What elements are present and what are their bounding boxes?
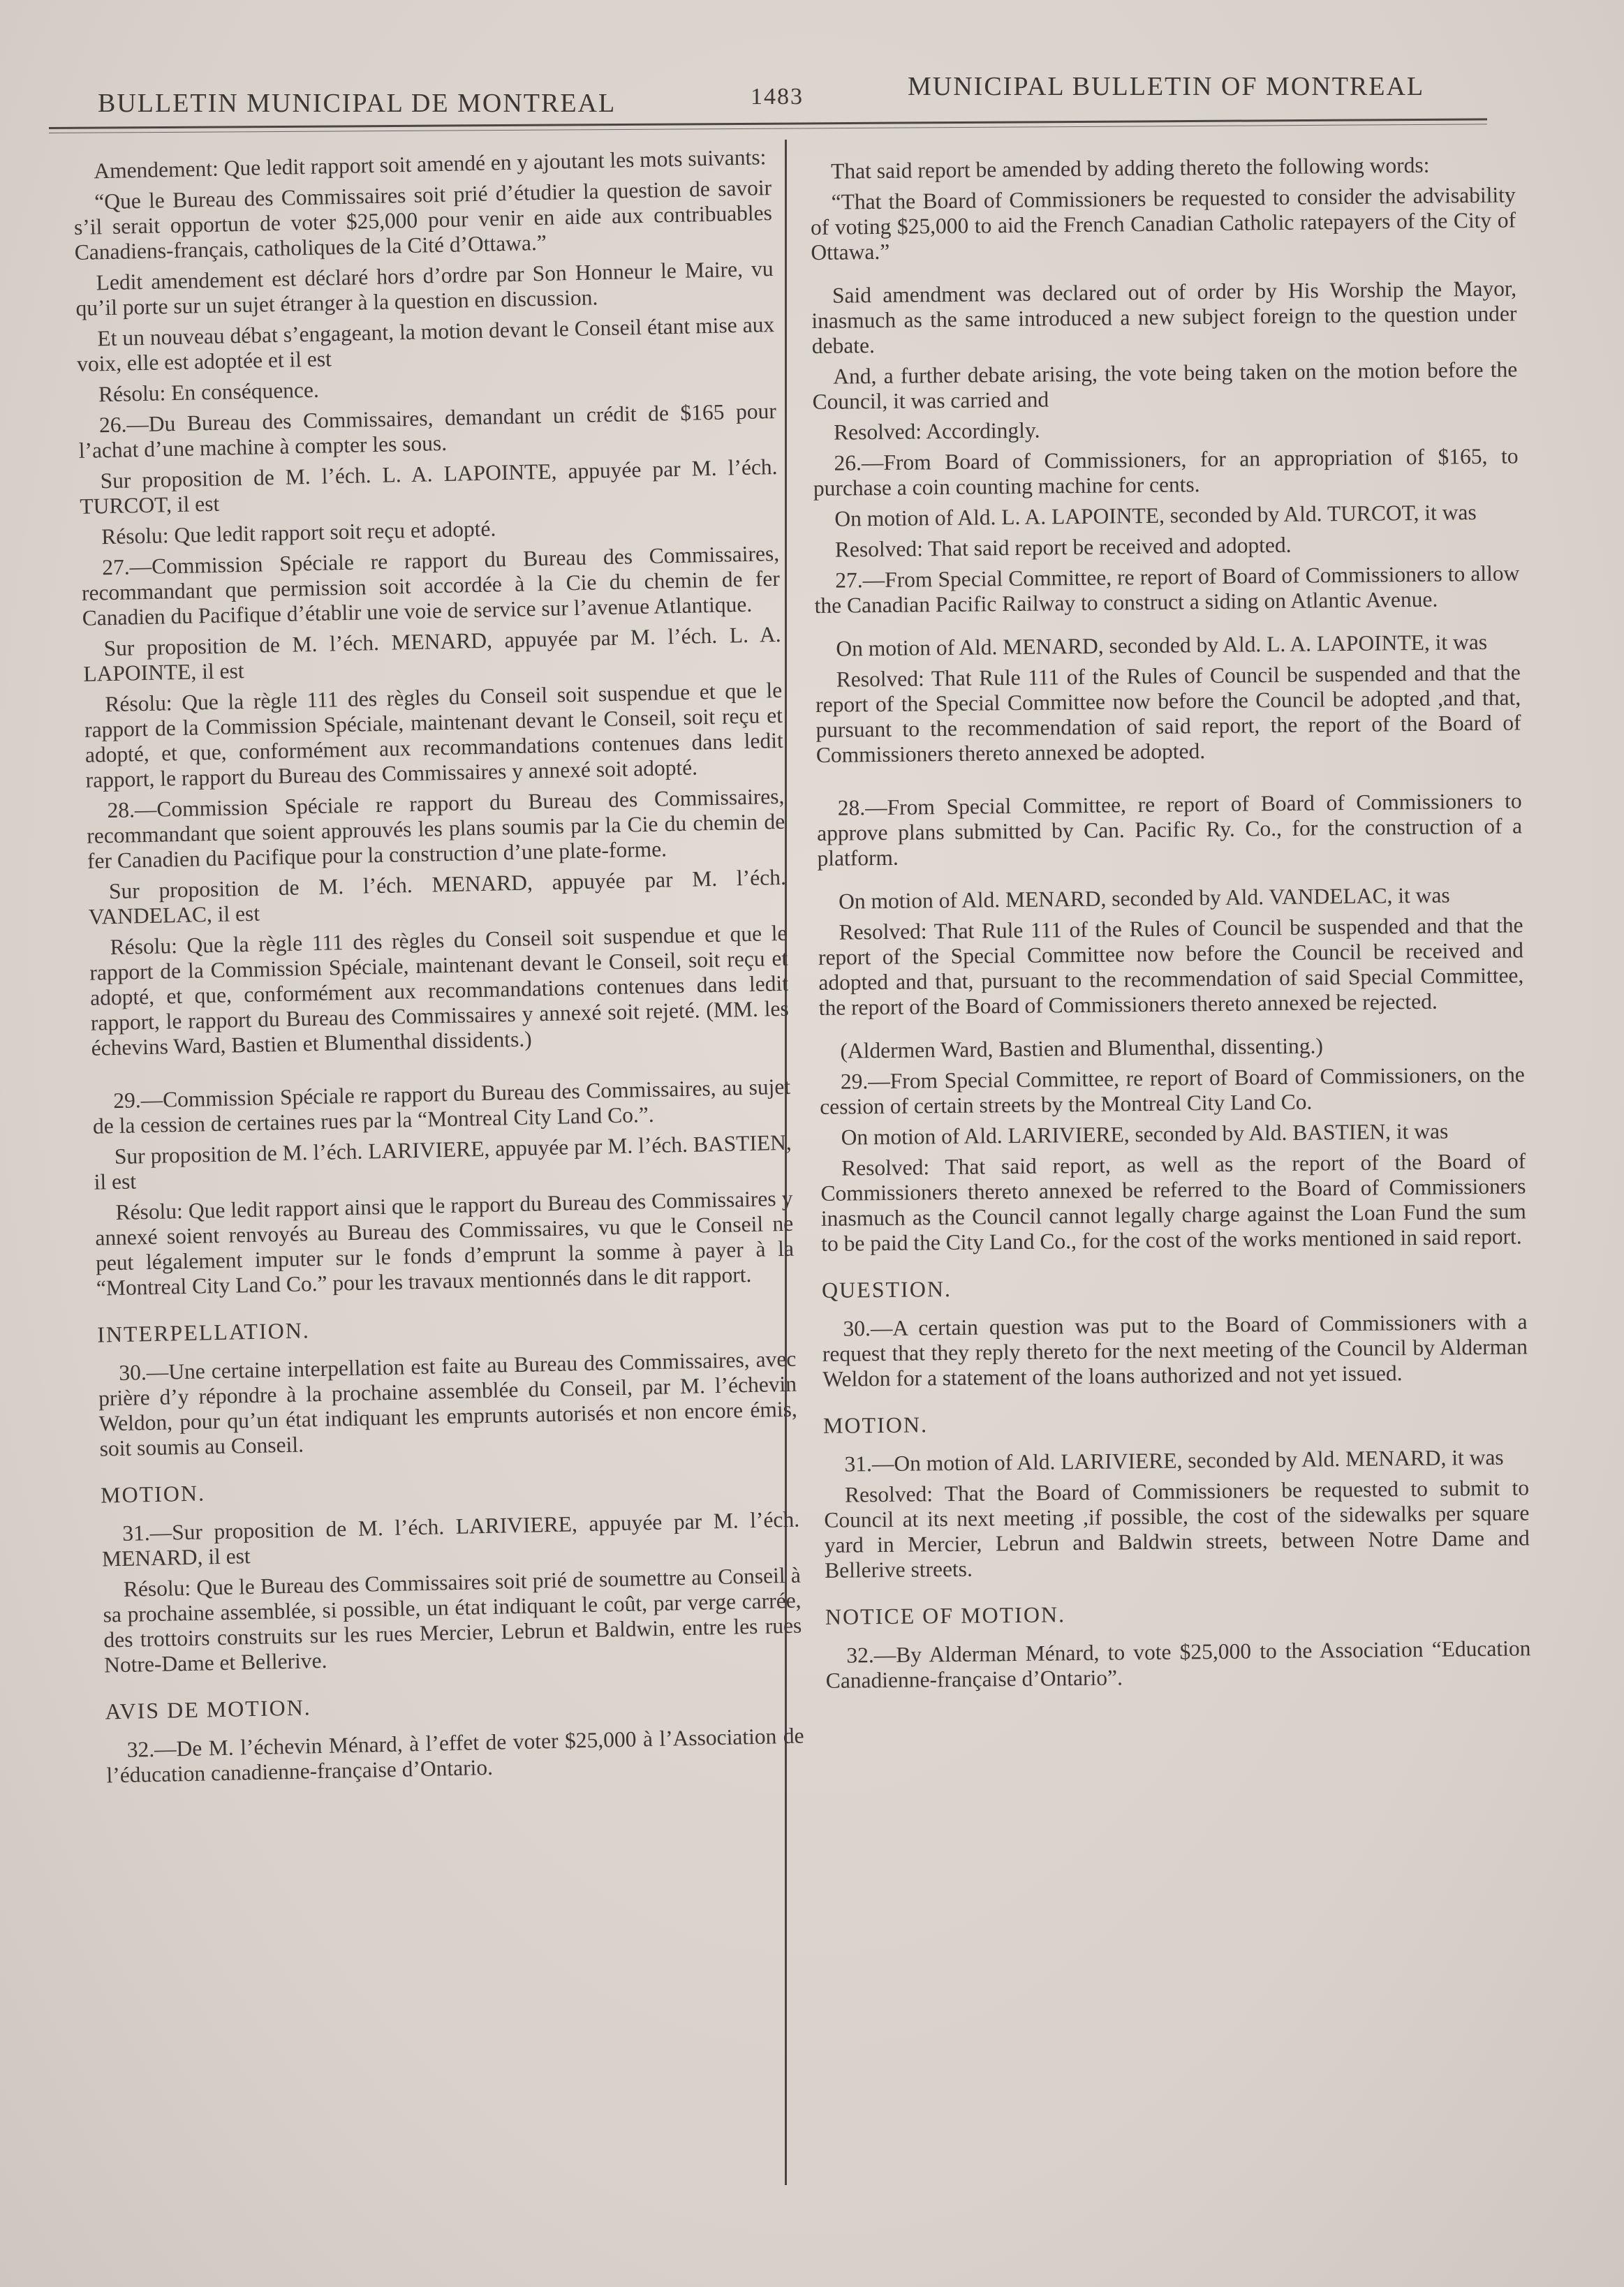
paragraph: 28.—From Special Committee, re report of Board of Commissioners to approve plans submitted by Can. Pacific Ry. Co., for the construction of a platform. [816,788,1523,871]
paragraph: On motion of Ald. L. A. LAPOINTE, seconded by Ald. TURCOT, it was [834,500,1477,531]
section-heading: INTERPELLATION. [96,1317,311,1347]
paragraph: Sur proposition de M. l’éch. MENARD, appuyée par M. l’éch. VANDELAC, il est [88,864,787,929]
section-heading: AVIS DE MOTION. [105,1694,312,1724]
paragraph: Résolu: Que ledit rapport soit reçu et adopté. [101,516,496,549]
section-heading: NOTICE OF MOTION. [825,1601,1066,1629]
paragraph: 30.—Une certaine interpellation est faite au Bureau des Commissaires, avec prière d’y répondre à la prochaine assemblée du Conseil, par M. l’échevin Weldon, pour qu’un état indiquant les emprunts autorisés et non encore émis, soit soumis au Conseil. [98,1346,798,1461]
paragraph: And, a further debate arising, the vote being taken on the motion before the Council, it was carried and [812,357,1518,414]
paragraph: 32.—De M. l’échevin Ménard, à l’effet de voter $25,000 à l’Association de l’éducation canadienne-française d’Ontario. [106,1723,804,1788]
paragraph: Resolved: That said report be received and adopted. [834,532,1292,562]
paragraph: Sur proposition de M. l’éch. L. A. LAPOINTE, appuyée par M. l’éch. TURCOT, il est [80,454,778,519]
paragraph: Ledit amendement est déclaré hors d’ordre par Son Honneur le Maire, vu qu’il porte sur un sujet étranger à la question en discussion. [75,256,774,320]
paragraph: Resolved: Accordingly. [833,417,1040,445]
header-title-english: MUNICIPAL BULLETIN OF MONTREAL [908,72,1425,101]
paragraph: Résolu: Que la règle 111 des règles du Conseil soit suspendue et que le rapport de la Commission Spéciale, maintenant devant le Conseil, soit reçu et adopté, et que, conformément aux recommandations contenues dans ledit rapport, le rapport du Bureau des Commissaires y annexé soit adopté. [84,677,784,792]
section-heading: MOTION. [822,1412,929,1438]
paragraph: (Aldermen Ward, Bastien and Blumenthal, dissenting.) [840,1033,1324,1063]
paragraph: On motion of Ald. MENARD, seconded by Ald. L. A. LAPOINTE, it was [836,629,1488,661]
paragraph: On motion of Ald. MENARD, seconded by Ald. VANDELAC, it was [838,882,1450,914]
header-title-french: BULLETIN MUNICIPAL DE MONTREAL [98,89,617,118]
page-header [56,64,1494,120]
paragraph: 26.—From Board of Commissioners, for an appropriation of $165, to purchase a coin counting machine for cents. [813,443,1519,501]
paragraph: Amendement: Que ledit rapport soit amendé en y ajoutant les mots suivants: [93,145,767,184]
paragraph: Résolu: Que ledit rapport ainsi que le rapport du Bureau des Commissaires y annexé soient renvoyés au Bureau des Commissaires, vu que le Conseil ne peut légalement imputer sur le fonds d’emprunt la somme à payer à la “Montreal City Land Co.” pour les travaux mentionnés dans le dit rapport. [95,1185,795,1301]
paragraph: On motion of Ald. LARIVIERE, seconded by Ald. BASTIEN, it was [841,1118,1449,1150]
section-heading: MOTION. [100,1480,206,1508]
paragraph: 27.—From Special Committee, re report of Board of Commissioners to allow the Canadian Pacific Railway to construct a siding on Atlantic Avenue. [814,561,1520,618]
paragraph: Résolu: Que la règle 111 des règles du Conseil soit suspendue et que le rapport de la Commission Spéciale, maintenant devant le Conseil, soit reçu et adopté, et que, conformément aux recommandations contenues dans ledit rapport, le rapport du Bureau des Commissaires y annexé soit rejeté. (MM. les échevins Ward, Bastien et Blumenthal dissidents.) [89,920,790,1060]
paragraph: Sur proposition de M. l’éch. LARIVIERE, appuyée par M. l’éch. BASTIEN, il est [94,1130,792,1194]
paragraph: “Que le Bureau des Commissaires soit prié d’étudier la question de savoir s’il serait opportun de voter $25,000 pour venir en aide aux contribuables Canadiens-français, catholiques de la Cité d’Ottawa.” [73,175,773,265]
paragraph: Et un nouveau débat s’engageant, la motion devant le Conseil étant mise aux voix, elle est adoptée et il est [76,312,775,376]
french-column [73,145,805,1793]
paragraph: Resolved: That the Board of Commissioners be requested to submit to Council at its next meeting ,if possible, the cost of the sidewalks per square yard in Mercier, Lebrun and Baldwin streets, between Notre Dame and Bellerive streets. [824,1475,1530,1583]
paragraph: That said report be amended by adding thereto the following words: [830,152,1430,184]
paragraph: 29.—From Special Committee, re report of Board of Commissioners, on the cession of certain streets by the Montreal City Land Co. [820,1062,1525,1119]
english-column [810,151,1531,1698]
page-number: 1483 [751,84,804,110]
paragraph: Sur proposition de M. l’éch. MENARD, appuyée par M. l’éch. L. A. LAPOINTE, il est [83,621,781,686]
paragraph: Résolu: Que le Bureau des Commissaires soit prié de soumettre au Conseil à sa prochaine assemblée, si possible, un état indiquant le coût, par verge carrée, des trottoirs construits sur les rues Mercier, Lebrun et Baldwin, entre les rues Notre-Dame et Bellerive. [103,1562,802,1678]
paragraph: 31.—On motion of Ald. LARIVIERE, seconded by Ald. MENARD, it was [844,1444,1504,1476]
paragraph: 28.—Commission Spéciale re rapport du Bureau des Commissaires, recommandant que soient approuvés les plans soumis par la Cie du chemin de fer Canadien du Pacifique pour la construction d’une plate-forme. [86,783,785,873]
paragraph: 26.—Du Bureau des Commissaires, demandant un crédit de $165 pour l’achat d’une machine à compter les sous. [78,398,777,463]
paragraph: 31.—Sur proposition de M. l’éch. LARIVIERE, appuyée par M. l’éch. MENARD, il est [101,1507,800,1571]
paragraph: Resolved: That Rule 111 of the Rules of Council be suspended and that the report of the Special Committee now before the Council be received and adopted and that, pursuant to the recommendation of said Special Committee, the report of the Board of Commissioners thereto annexed be rejected. [818,912,1524,1020]
paragraph: 30.—A certain question was put to the Board of Commissioners with a request that they reply thereto for the next meeting of the Council by Alderman Weldon for a statement of the loans authorized and not yet issued. [822,1309,1528,1391]
paragraph: Résolu: En conséquence. [98,377,320,407]
paragraph: 32.—By Alderman Ménard, to vote $25,000 to the Association “Education Canadienne-française d’Ontario”. [825,1636,1531,1693]
paragraph: Resolved: That said report, as well as the report of the Board of Commissioners thereto annexed be referred to the Board of Commissioners inasmuch as the Council cannot legally charge against the Loan Fund the sum to be paid the City Land Co., for the cost of the works mentioned in said report. [820,1148,1527,1256]
section-heading: QUESTION. [821,1275,952,1303]
paragraph: Resolved: That Rule 111 of the Rules of Council be suspended and that the report of the Special Committee now before the Council be adopted ,and that, pursuant to the recommendation of said report, the report of the Board of Commissioners thereto annexed be adopted. [815,660,1521,767]
paragraph: 29.—Commission Spéciale re rapport du Bureau des Commissaires, au sujet de la cession de certaines rues par la “Montreal City Land Co.”. [92,1074,791,1139]
paragraph: Said amendment was declared out of order by His Worship the Mayor, inasmuch as the same introduced a new subject foreign to the question under debate. [811,276,1517,358]
paragraph: 27.—Commission Spéciale re rapport du Bureau des Commissaires, recommandant que permission soit accordée à la Cie du chemin de fer Canadien du Pacifique d’établir une voie de service sur l’avenue Atlantique. [81,540,781,630]
paragraph: “That the Board of Commissioners be requested to consider the advisability of voting $25,000 to aid the French Canadian Catholic ratepayers of the City of Ottawa.” [810,182,1516,265]
